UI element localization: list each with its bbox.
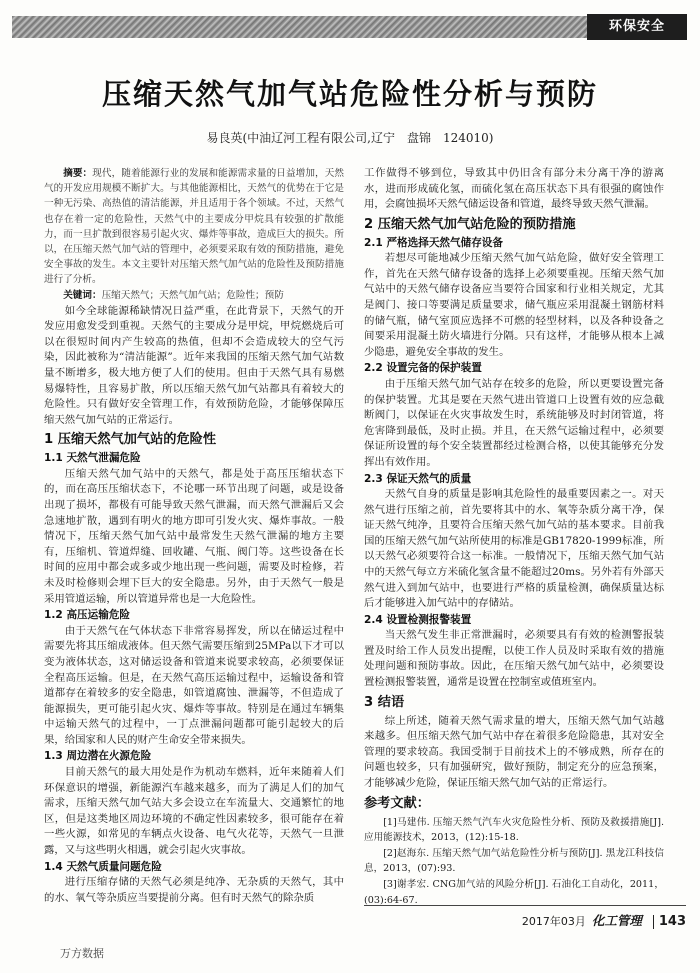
section-1-2-heading: 1.2 高压运输危险 — [44, 609, 131, 622]
abstract-text: 现代，随着能源行业的发展和能源需求量的日益增加，天然气的开发应用规模不断扩大。与其他能源相比，天然气的优势在于它是一种无污染、高热值的清洁能源，并且适用于各个领域。不过，天然气也存在着一定的危险性，天然气中的主要成分甲烷具有较强的扩散能力，而一旦扩散到很容易引起火灾、爆炸等事故，造成巨大的损失。所以，在压缩天然气加气站的管理中，必须要采取有效的预防措施，避免安全事故的发生。本文主要针对压缩天然气加气站的危险性及预防措施进行了分析。 — [44, 168, 345, 286]
intro-paragraph: 如今全球能源稀缺情况日益严重，在此背景下，天然气的开发应用愈发受到重视。天然气的主要成分是甲烷，甲烷燃烧后可以在很短时间内产生较高的热值，但却不会造成较大的空气污染，因此被称为“清洁能源”。近年来我国的压缩天然气加气站数量不断增多，极大地方便了人们的使用。但由于天然气具有易燃易爆特性，且容易扩散，所以压缩天然气加气站都具有着较大的危险性。只有做好安全管理工作，有效预防危险，才能够保障压缩天然气加气站的正常运行。 — [44, 304, 344, 426]
section-1-3-text: 目前天然气的最大用处是作为机动车燃料，近年来随着人们环保意识的增强，新能源汽车越来越多，而为了满足人们的加气需求，压缩天然气加气站大多会设立在车流量大、交通繁忙的地区，但是这类地区周边环境的不确定性因素较多，很可能存在着一些火源，如常见的车辆点火设备、电气火花等，天然气一旦泄露，又与这些明火相遇，就会引起火灾事故。 — [44, 765, 344, 856]
keywords — [44, 288, 344, 303]
section-1-4-heading: 1.4 天然气质量问题危险 — [44, 860, 162, 873]
right-column — [364, 166, 664, 908]
abstract — [44, 166, 344, 288]
section-2-3-heading: 2.3 保证天然气的质量 — [364, 472, 472, 485]
footer-journal: 化工管理 — [591, 913, 642, 928]
section-1-1-heading: 1.1 天然气泄漏危险 — [44, 452, 141, 465]
footer-separator — [653, 915, 654, 929]
references-heading: 参考文献： — [364, 795, 430, 811]
section-1-heading: 1 压缩天然气加气站的危险性 — [44, 432, 217, 448]
section-1-4-text: 进行压缩存储的天然气必须是纯净、无杂质的天然气，其中的水、氧气等杂质应当要提前分离。但有时天然气的除杂质 — [44, 876, 344, 904]
source-watermark: 万方数据 — [60, 947, 104, 960]
reference-item: [2]赵海东. 压缩天然气加气站危险性分析与预防[J]. 黑龙江科技信息，2013，(07):93. — [364, 847, 664, 875]
footer-date: 2017年03月 — [521, 915, 586, 928]
section-2-3-text: 天然气自身的质量是影响其危险性的最重要因素之一。对天然气进行压缩之前，首先要将其中的水、氧等杂质分离干净，保证天然气纯净，且要符合压缩天然气加气站的基本要求。目前我国的压缩天然气加气站所使用的标准是GB17820-1999标准，所以天然气必须要符合这一标准。一般情况下，压缩天然气加气站中的天然气每立方米硫化氢含量不能超过20ms。另外若有外部天然气进入到加气站中，也要进行严格的质量检测，确保质量达标后才能够进入加气站中的存储站。 — [364, 488, 664, 610]
keywords-text: 压缩天然气；天然气加气站；危险性；预防 — [101, 289, 284, 301]
section-tag: 环保安全 — [587, 14, 687, 40]
reference-item: [1]马建伟. 压缩天然气汽车火灾危险性分析、预防及救援措施[J]. 应用能源技术，2013，(12):15-18. — [364, 816, 664, 844]
section-2-1-text: 若想尽可能地减少压缩天然气加气站危险，做好安全管理工作，首先在天然气储存设备的选择上必须要重视。压缩天然气加气站中的天然气储存设备应当要符合国家和行业相关规定，尤其是阀门、接口等要满足质量要求，储气瓶应采用混凝土钢筋材料的储气瓶，储气室顶应选择不可燃的轻型材料，以及各种设备之间要采用混凝土防火墙进行分隔。只有这样，才能够从根本上减少隐患，避免安全事故的发生。 — [364, 252, 664, 358]
keywords-label: 关键词： — [63, 289, 102, 301]
footer-rule — [364, 905, 686, 906]
article-title: 压缩天然气加气站危险性分析与预防 — [101, 77, 598, 111]
left-column — [44, 166, 344, 906]
section-2-2-heading: 2.2 设置完备的保护装置 — [364, 362, 482, 375]
section-2-2-text: 由于压缩天然气加气站存在较多的危险，所以更要设置完备的保护装置。尤其是要在天然气进出管道口上设置有效的应急截断阀门，以保证在火灾事故发生时，系统能够及时封闭管道，将危害降到最低，及时止损。并且，在天然气运输过程中，必须要保证所设置的每个安全装置都经过检测合格，以使其能够充分发挥出有效作用。 — [364, 377, 664, 468]
section-2-4-text: 当天然气发生非正常泄漏时，必须要具有有效的检测警报装置及时给工作人员发出提醒，以使工作人员及时采取有效的措施处理问题和预防事故。因此，在压缩天然气加气站中，必须要设置检测报警装置，通常是设置在控制室或值班室内。 — [364, 629, 664, 689]
page-footer — [364, 910, 686, 932]
section-2-1-heading: 2.1 严格选择天然气储存设备 — [364, 236, 503, 249]
section-2-heading: 2 压缩天然气加气站危险的预防措施 — [364, 216, 576, 232]
author-line: 易良英(中油辽河工程有限公司,辽宁 盘锦 124010) — [206, 131, 494, 145]
section-1-2-text: 由于天然气在气体状态下非常容易挥发，所以在储运过程中需要先将其压缩成液体。但天然气需要压缩到25MPa以下才可以变为液体状态，这对储运设备和管道来说要求较高，必须要保证全程高压运输。但是，在天然气高压运输过程中，运输设备和管道都存在着较多的安全隐患，如管道腐蚀、泄漏等，不但造成了能源损失，更可能引起火灾、爆炸等事故。特别是在通过车辆集中运输天然气的过程中，一丁点泄漏问题都可能引起较大的后果，给国家和人民的财产生命安全带来损失。 — [44, 624, 344, 746]
section-3-heading: 3 结语 — [364, 694, 405, 710]
abstract-label: 摘要： — [63, 168, 93, 179]
section-2-4-heading: 2.4 设置检测报警装置 — [364, 613, 472, 626]
page-number: 143 — [658, 914, 686, 929]
section-1-1-text: 压缩天然气加气站中的天然气，都是处于高压压缩状态下的，而在高压压缩状态下，不论哪一环节出现了问题，或是设备出现了损坏，都极有可能导致天然气泄漏，而天然气泄漏后又会急速地扩散，遇到有明火的地方即可引发火灾、爆炸事故。一般情况下，压缩天然气加气站中最常发生天然气泄漏的地方主要有，压缩机、管道焊缝、回收罐、气瓶、阀门等。这些设备在长时间的应用中都会或多或少地出现一些问题，需要及时检修，若未及时检修则会埋下巨大的安全隐患。另外，由于天然气一般是采用管道运输，所以管道异常也是一大危险性。 — [44, 467, 344, 605]
reference-item: [3]谢孝宏. CNG加气站的风险分析[J]. 石油化工自动化，2011，(03):64-67. — [364, 878, 664, 906]
section-3-text: 综上所述，随着天然气需求量的增大，压缩天然气加气站越来越多。但压缩天然气加气站中存在着很多危险隐患，其对安全管理的要求较高。我国受制于目前技术上的不够成熟，所存在的问题也较多，只有加强研究，做好预防，制定充分的应急预案，才能够减少危险，保证压缩天然气加气站的正常运行。 — [364, 714, 664, 789]
section-1-4-continued: 工作做得不够到位，导致其中仍旧含有部分未分离干净的游离水，进而形成硫化氢，而硫化氢在高压状态下具有很强的腐蚀作用，会腐蚀损坏天然气储运设备和管道，最终导致天然气泄漏。 — [364, 167, 664, 211]
header-decorative-band — [12, 16, 587, 38]
section-1-3-heading: 1.3 周边潜在火源危险 — [44, 750, 152, 763]
